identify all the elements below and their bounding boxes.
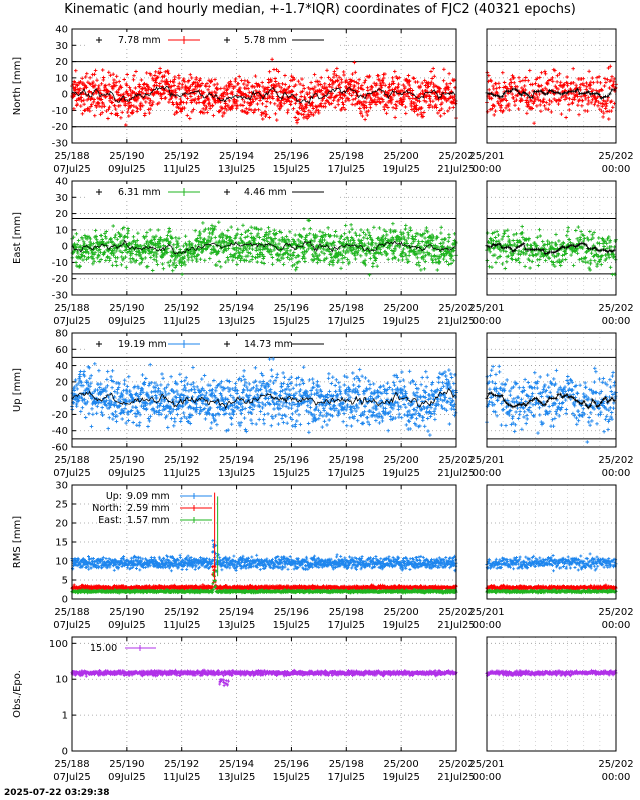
x-tick-label: 00:00 [472,468,502,479]
x-tick-label: 21Jul25 [437,316,475,327]
y-axis-label-east: East [mm] [12,211,23,265]
main-plot-obs [49,637,475,783]
x-tick-label: 11Jul25 [162,620,201,631]
x-tick-label: 07Jul25 [53,468,91,479]
x-tick-label: 25/201 [469,607,505,618]
x-tick-label: 11Jul25 [162,316,201,327]
x-tick-label: 25/200 [383,607,419,618]
zoom-plot-east [469,181,633,327]
x-tick-label: 25/201 [469,151,505,162]
chart-title: Kinematic (and hourly median, +-1.7*IQR) coordinates of FJC2 (40321 epochs) [64,2,576,17]
x-tick-label: 25/201 [469,303,505,314]
plot-frame [72,637,456,751]
x-tick-label: 25/202 [438,759,474,770]
x-tick-label: 00:00 [601,772,631,783]
y-tick-label: 0 [61,89,68,101]
y-tick-label: 60 [55,344,68,356]
x-tick-label: 25/201 [469,759,505,770]
zoom-plot-up [469,333,633,479]
x-tick-label: 07Jul25 [53,164,91,175]
x-tick-label: 25/194 [218,607,255,618]
x-tick-label: 09Jul25 [108,772,146,783]
x-tick-label: 25/198 [328,455,364,466]
x-tick-label: 25/194 [218,455,255,466]
x-tick-label: 25/192 [164,759,200,770]
x-tick-label: 09Jul25 [108,164,146,175]
y-tick-label: 40 [55,176,68,188]
x-tick-label: 25/202 [438,303,474,314]
x-tick-label: 15Jul25 [272,164,311,175]
x-tick-label: 21Jul25 [437,468,475,479]
y-tick-label: 0 [61,241,68,253]
y-tick-label: 20 [55,57,68,69]
x-tick-label: 07Jul25 [53,620,91,631]
x-tick-label: 13Jul25 [217,620,256,631]
x-tick-label: 17Jul25 [327,468,366,479]
legend-up [88,336,338,350]
legend-label: 6.31 mm [118,187,161,198]
panel-obs [12,637,634,783]
y-axis-label-obs: Obs./Epo. [12,670,23,718]
legend-east [88,184,338,198]
x-tick-label: 19Jul25 [382,316,420,327]
y-tick-label: -40 [51,426,68,438]
x-tick-label: 25/190 [109,151,145,162]
panel-rms [12,481,634,632]
x-tick-label: 17Jul25 [327,620,366,631]
x-tick-label: 25/188 [54,151,90,162]
y-tick-label: 20 [55,209,68,221]
x-tick-label: 25/194 [218,759,255,770]
x-tick-label: 25/192 [164,303,200,314]
x-tick-label: 00:00 [472,164,502,175]
x-tick-label: 21Jul25 [437,620,475,631]
x-tick-label: 25/192 [164,607,200,618]
y-tick-label: 0 [61,393,68,405]
y-tick-label: 30 [55,192,68,204]
x-tick-label: 25/198 [328,759,364,770]
x-tick-label: 09Jul25 [108,316,146,327]
x-tick-label: 25/188 [54,455,90,466]
y-tick-label: 10 [55,225,68,237]
x-tick-label: 25/188 [54,303,90,314]
y-tick-label: -20 [51,274,68,286]
legend-label: North: [92,503,122,514]
x-tick-label: 25/190 [109,303,145,314]
zoom-plot-north [469,29,633,175]
x-tick-label: 25/200 [383,303,419,314]
x-tick-label: 25/202 [598,759,634,770]
y-tick-label: 20 [55,518,68,530]
y-tick-label: 10 [55,73,68,85]
x-tick-label: 11Jul25 [162,468,201,479]
x-tick-label: 00:00 [601,468,631,479]
y-tick-label: -60 [51,442,68,454]
main-plot-north [52,25,475,176]
x-tick-label: 25/192 [164,455,200,466]
legend-value: 9.09 mm [127,491,170,502]
y-tick-label: -10 [51,257,68,269]
x-tick-label: 17Jul25 [327,164,366,175]
legend-label: 14.73 mm [244,339,293,350]
footer-timestamp: 2025-07-22 03:29:38 [4,788,110,798]
x-tick-label: 00:00 [601,316,631,327]
legend-label: 7.78 mm [118,35,161,46]
x-tick-label: 25/196 [273,151,310,162]
x-tick-label: 25/200 [383,151,419,162]
panel-up [12,329,634,480]
x-tick-label: 19Jul25 [382,164,420,175]
x-tick-label: 21Jul25 [437,772,475,783]
x-tick-label: 25/188 [54,607,90,618]
y-tick-label: -30 [51,290,68,302]
legend-north [88,32,338,46]
zoom-plot-obs [469,637,633,783]
y-tick-label: 25 [55,499,68,511]
y-tick-label: 40 [55,361,68,373]
x-tick-label: 25/196 [273,303,310,314]
y-tick-label: 40 [55,24,68,36]
x-tick-label: 25/198 [328,151,364,162]
y-axis-label-up: Up [mm] [12,367,23,413]
x-tick-label: 13Jul25 [217,164,256,175]
x-tick-label: 19Jul25 [382,772,420,783]
x-tick-label: 13Jul25 [217,316,256,327]
x-tick-label: 15Jul25 [272,772,311,783]
x-tick-label: 25/200 [383,455,419,466]
y-tick-label: 10 [55,556,68,568]
y-tick-label: 15 [55,537,68,549]
x-tick-label: 25/202 [438,151,474,162]
x-tick-label: 25/192 [164,151,200,162]
y-tick-label: 30 [55,40,68,52]
legend-label: Up: [105,491,122,502]
main-plot-east [52,177,475,328]
legend-label: 4.46 mm [244,187,287,198]
x-tick-label: 25/202 [598,303,634,314]
x-tick-label: 09Jul25 [108,468,146,479]
x-tick-label: 25/202 [438,607,474,618]
x-tick-label: 25/196 [273,607,310,618]
x-tick-label: 25/202 [598,151,634,162]
y-axis-label-north: North [mm] [12,56,23,116]
y-tick-label: 30 [55,480,68,492]
legend-rms [92,491,212,526]
legend-value: 1.57 mm [127,515,170,526]
x-tick-label: 25/188 [54,759,90,770]
x-tick-label: 19Jul25 [382,468,420,479]
panel-north [12,25,634,176]
x-tick-label: 15Jul25 [272,316,311,327]
x-tick-label: 09Jul25 [108,620,146,631]
x-tick-label: 25/190 [109,607,145,618]
x-tick-label: 00:00 [601,164,631,175]
x-tick-label: 15Jul25 [272,620,311,631]
x-tick-label: 25/202 [598,455,634,466]
legend-value: 2.59 mm [127,503,170,514]
y-axis-label-rms: RMS [mm] [12,515,23,569]
x-tick-label: 00:00 [601,620,631,631]
x-tick-label: 00:00 [472,620,502,631]
x-tick-label: 07Jul25 [53,772,91,783]
y-tick-label: 1 [61,710,68,722]
x-tick-label: 25/190 [109,759,145,770]
x-tick-label: 17Jul25 [327,772,366,783]
main-plot-up [52,329,475,480]
x-tick-label: 25/202 [438,455,474,466]
x-tick-label: 25/202 [598,607,634,618]
zoom-plot-rms [469,485,633,631]
x-tick-label: 25/194 [218,151,255,162]
legend-label: 15.00 [90,643,118,654]
x-tick-label: 25/196 [273,759,310,770]
x-tick-label: 25/190 [109,455,145,466]
y-tick-label: 80 [55,328,68,340]
x-tick-label: 19Jul25 [382,620,420,631]
y-tick-label: 10 [55,674,68,686]
x-tick-label: 11Jul25 [162,164,201,175]
x-tick-label: 25/194 [218,303,255,314]
x-tick-label: 21Jul25 [437,164,475,175]
x-tick-label: 25/200 [383,759,419,770]
panel-east [12,177,634,328]
x-tick-label: 00:00 [472,316,502,327]
legend-label: 5.78 mm [244,35,287,46]
x-tick-label: 17Jul25 [327,316,366,327]
y-tick-label: 5 [61,575,68,587]
x-tick-label: 25/201 [469,455,505,466]
y-tick-label: -20 [51,409,68,421]
x-tick-label: 25/198 [328,607,364,618]
y-tick-label: -30 [51,138,68,150]
legend-label: 19.19 mm [118,339,167,350]
x-tick-label: 11Jul25 [162,772,201,783]
y-tick-label: 20 [55,377,68,389]
x-tick-label: 00:00 [472,772,502,783]
x-tick-label: 13Jul25 [217,468,256,479]
x-tick-label: 07Jul25 [53,316,91,327]
y-tick-label: 0 [61,594,68,606]
y-tick-label: -10 [51,105,68,117]
x-tick-label: 25/196 [273,455,310,466]
y-tick-label: -20 [51,122,68,134]
y-tick-label: 100 [48,638,68,650]
x-tick-label: 25/198 [328,303,364,314]
x-tick-label: 13Jul25 [217,772,256,783]
x-tick-label: 15Jul25 [272,468,311,479]
y-tick-label: 0 [61,746,68,758]
legend-label: East: [98,515,122,526]
